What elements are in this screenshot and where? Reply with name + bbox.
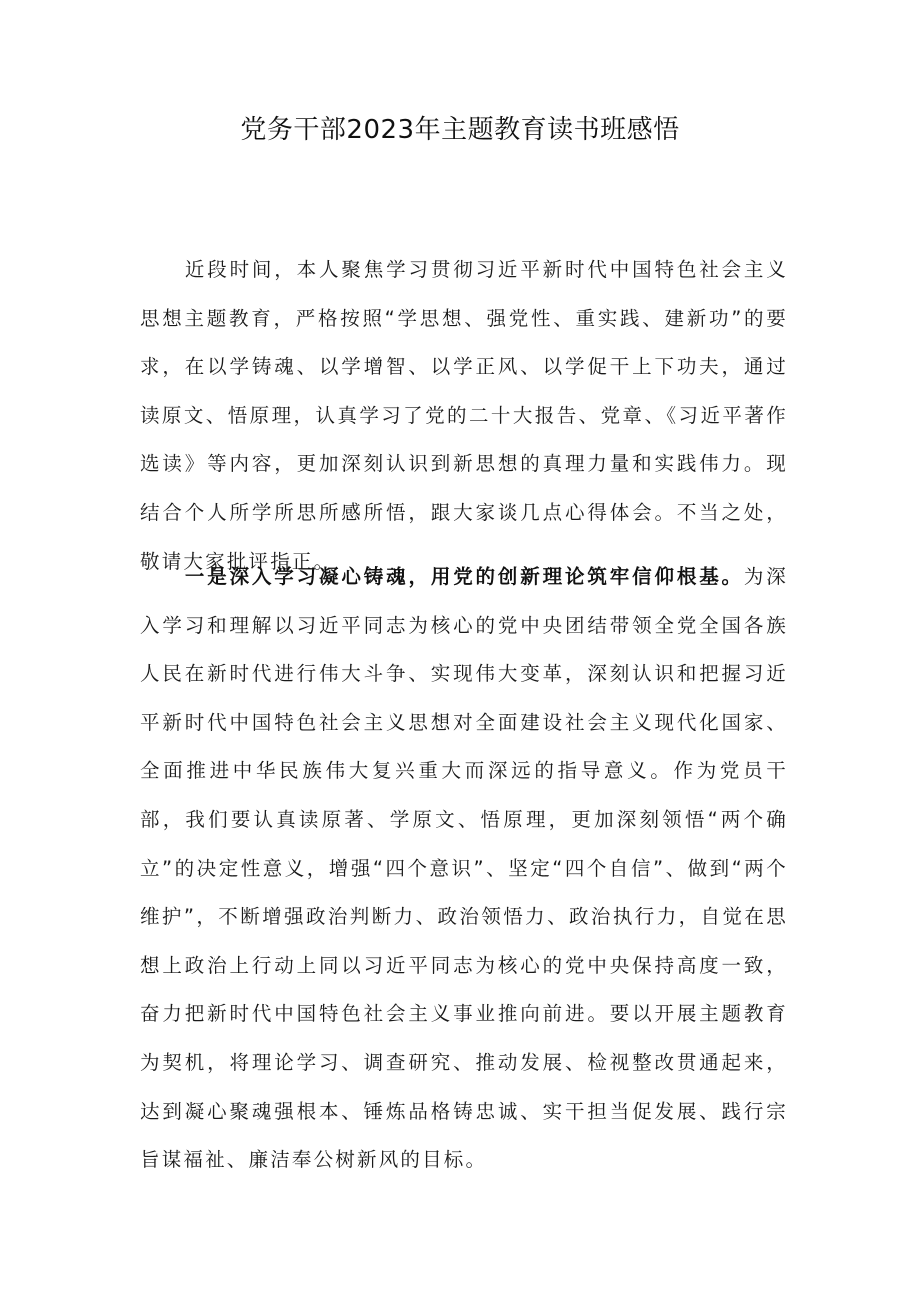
paragraph-body: 为深入学习和理解以习近平同志为核心的党中央团结带领全党全国各族人民在新时代进行伟大斗争、实现伟大变革，深刻认识和把握习近平新时代中国特色社会主义思想对全面建设社会主义现代化国家、全面推进中华民族伟大复兴重大而深远的指导意义。作为党员干部，我们要认真读原著、学原文、悟原理，更加深刻领悟“两个确立”的决定性意义，增强“四个意识”、坚定“四个自信”、做到“两个维护”，不断增强政治判断力、政治领悟力、政治执行力，自觉在思想上政治上行动上同以习近平同志为核心的党中央保持高度一致，奋力把新时代中国特色社会主义事业推向前进。要以开展主题教育为契机，将理论学习、调查研究、推动发展、检视整改贯通起来，达到凝心聚魂强根本、锤炼品格铸忠诚、实干担当促发展、践行宗旨谋福祉、廉洁奉公树新风的目标。 [140,565,788,1172]
paragraph-intro [140,246,788,586]
paragraph-body: 近段时间，本人聚焦学习贯彻习近平新时代中国特色社会主义思想主题教育，严格按照“学思想、强党性、重实践、建新功”的要求，在以学铸魂、以学增智、以学正风、以学促干上下功夫，通过读原文、悟原理，认真学习了党的二十大报告、党章、《习近平著作选读》等内容，更加深刻认识到新思想的真理力量和实践伟力。现结合个人所学所思所感所悟，跟大家谈几点心得体会。不当之处，敬请大家批评指正。 [140,258,788,573]
paragraph-lead-heading: 一是深入学习凝心铸魂，用党的创新理论筑牢信仰根基。 [184,565,744,588]
paragraph-point-one [140,553,788,1185]
document-title: 党务干部2023年主题教育读书班感悟 [240,115,680,145]
